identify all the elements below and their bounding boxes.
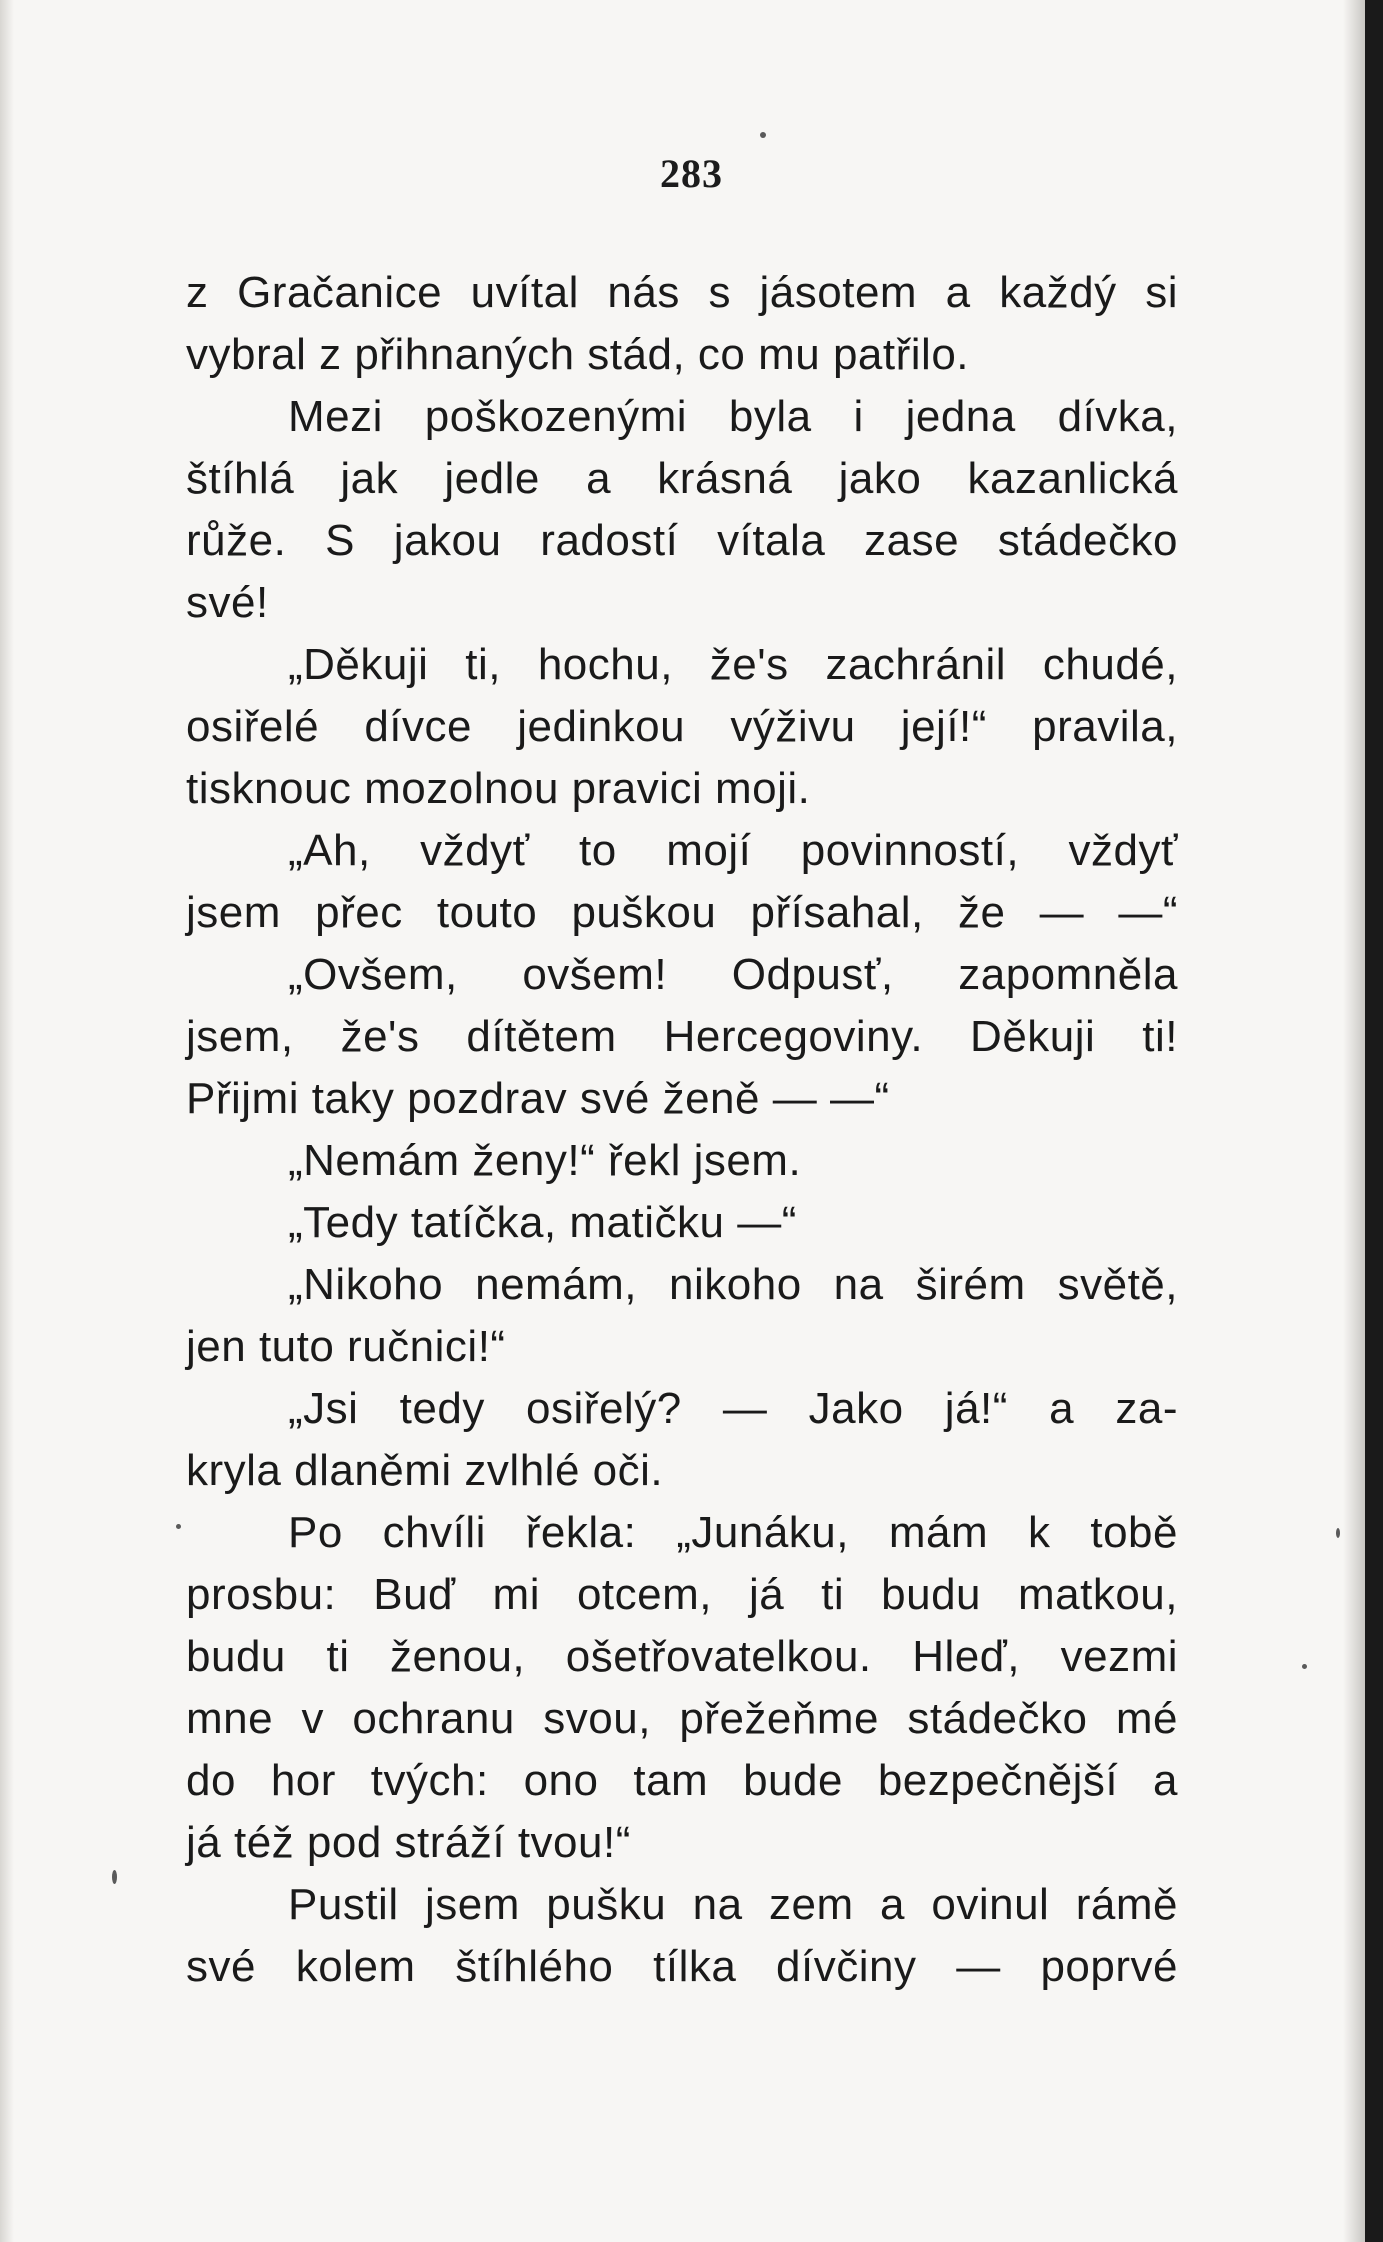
text-line: „Tedy tatíčka, matičku —“ xyxy=(288,1198,797,1247)
text-line: osiřelé dívce jedinkou výživu její!“ pravila, xyxy=(186,702,1178,751)
text-line: své kolem štíhlého tílka dívčiny — poprvé xyxy=(186,1942,1178,1991)
text-line: prosbu: Buď mi otcem, já ti budu matkou, xyxy=(186,1570,1178,1619)
text-line: Mezi poškozenými byla i jedna dívka, xyxy=(288,392,1178,441)
print-speck xyxy=(1302,1664,1307,1669)
text-line: do hor tvých: ono tam bude bezpečnější a xyxy=(186,1756,1178,1805)
text-line: vybral z přihnaných stád, co mu patřilo. xyxy=(186,330,970,379)
text-line: kryla dlaněmi zvlhlé oči. xyxy=(186,1446,664,1495)
text-line: štíhlá jak jedle a krásná jako kazanlická xyxy=(186,454,1178,503)
text-line: mne v ochranu svou, přežeňme stádečko mé xyxy=(186,1694,1178,1743)
page-number: 283 xyxy=(660,151,723,196)
text-line: Přijmi taky pozdrav své ženě — —“ xyxy=(186,1074,890,1123)
text-line: „Jsi tedy osiřelý? — Jako já!“ a za- xyxy=(288,1384,1178,1433)
text-line: Po chvíli řekla: „Junáku, mám k tobě xyxy=(288,1508,1178,1557)
text-line: Pustil jsem pušku na zem a ovinul rámě xyxy=(288,1880,1178,1929)
text-line: jsem, že's dítětem Hercegoviny. Děkuji ti! xyxy=(186,1012,1178,1061)
text-line: „Nemám ženy!“ řekl jsem. xyxy=(288,1136,802,1185)
text-line: „Ovšem, ovšem! Odpusť, zapomněla xyxy=(288,950,1178,999)
print-speck xyxy=(112,1870,117,1884)
text-line: „Děkuji ti, hochu, že's zachránil chudé, xyxy=(288,640,1178,689)
print-speck xyxy=(1336,1528,1340,1538)
text-line: jen tuto ručnici!“ xyxy=(186,1322,506,1371)
text-line: z Gračanice uvítal nás s jásotem a každý si xyxy=(186,268,1178,317)
text-line: já též pod stráží tvou!“ xyxy=(186,1818,631,1867)
text-line: „Ah, vždyť to mojí povinností, vždyť xyxy=(288,826,1178,875)
text-line: budu ti ženou, ošetřovatelkou. Hleď, vezmi xyxy=(186,1632,1178,1681)
text-line: „Nikoho nemám, nikoho na širém světě, xyxy=(288,1260,1178,1309)
print-speck xyxy=(760,132,766,138)
page-left-edge xyxy=(0,0,14,2242)
text-line: tisknouc mozolnou pravici moji. xyxy=(186,764,811,813)
print-speck xyxy=(176,1524,181,1529)
text-line: růže. S jakou radostí vítala zase stádečko xyxy=(186,516,1178,565)
page-right-shade xyxy=(1343,0,1365,2242)
body-text xyxy=(186,262,1178,1998)
text-line: jsem přec touto puškou přísahal, že — —“ xyxy=(186,888,1178,937)
text-line: své! xyxy=(186,578,269,627)
page-right-border xyxy=(1365,0,1383,2242)
